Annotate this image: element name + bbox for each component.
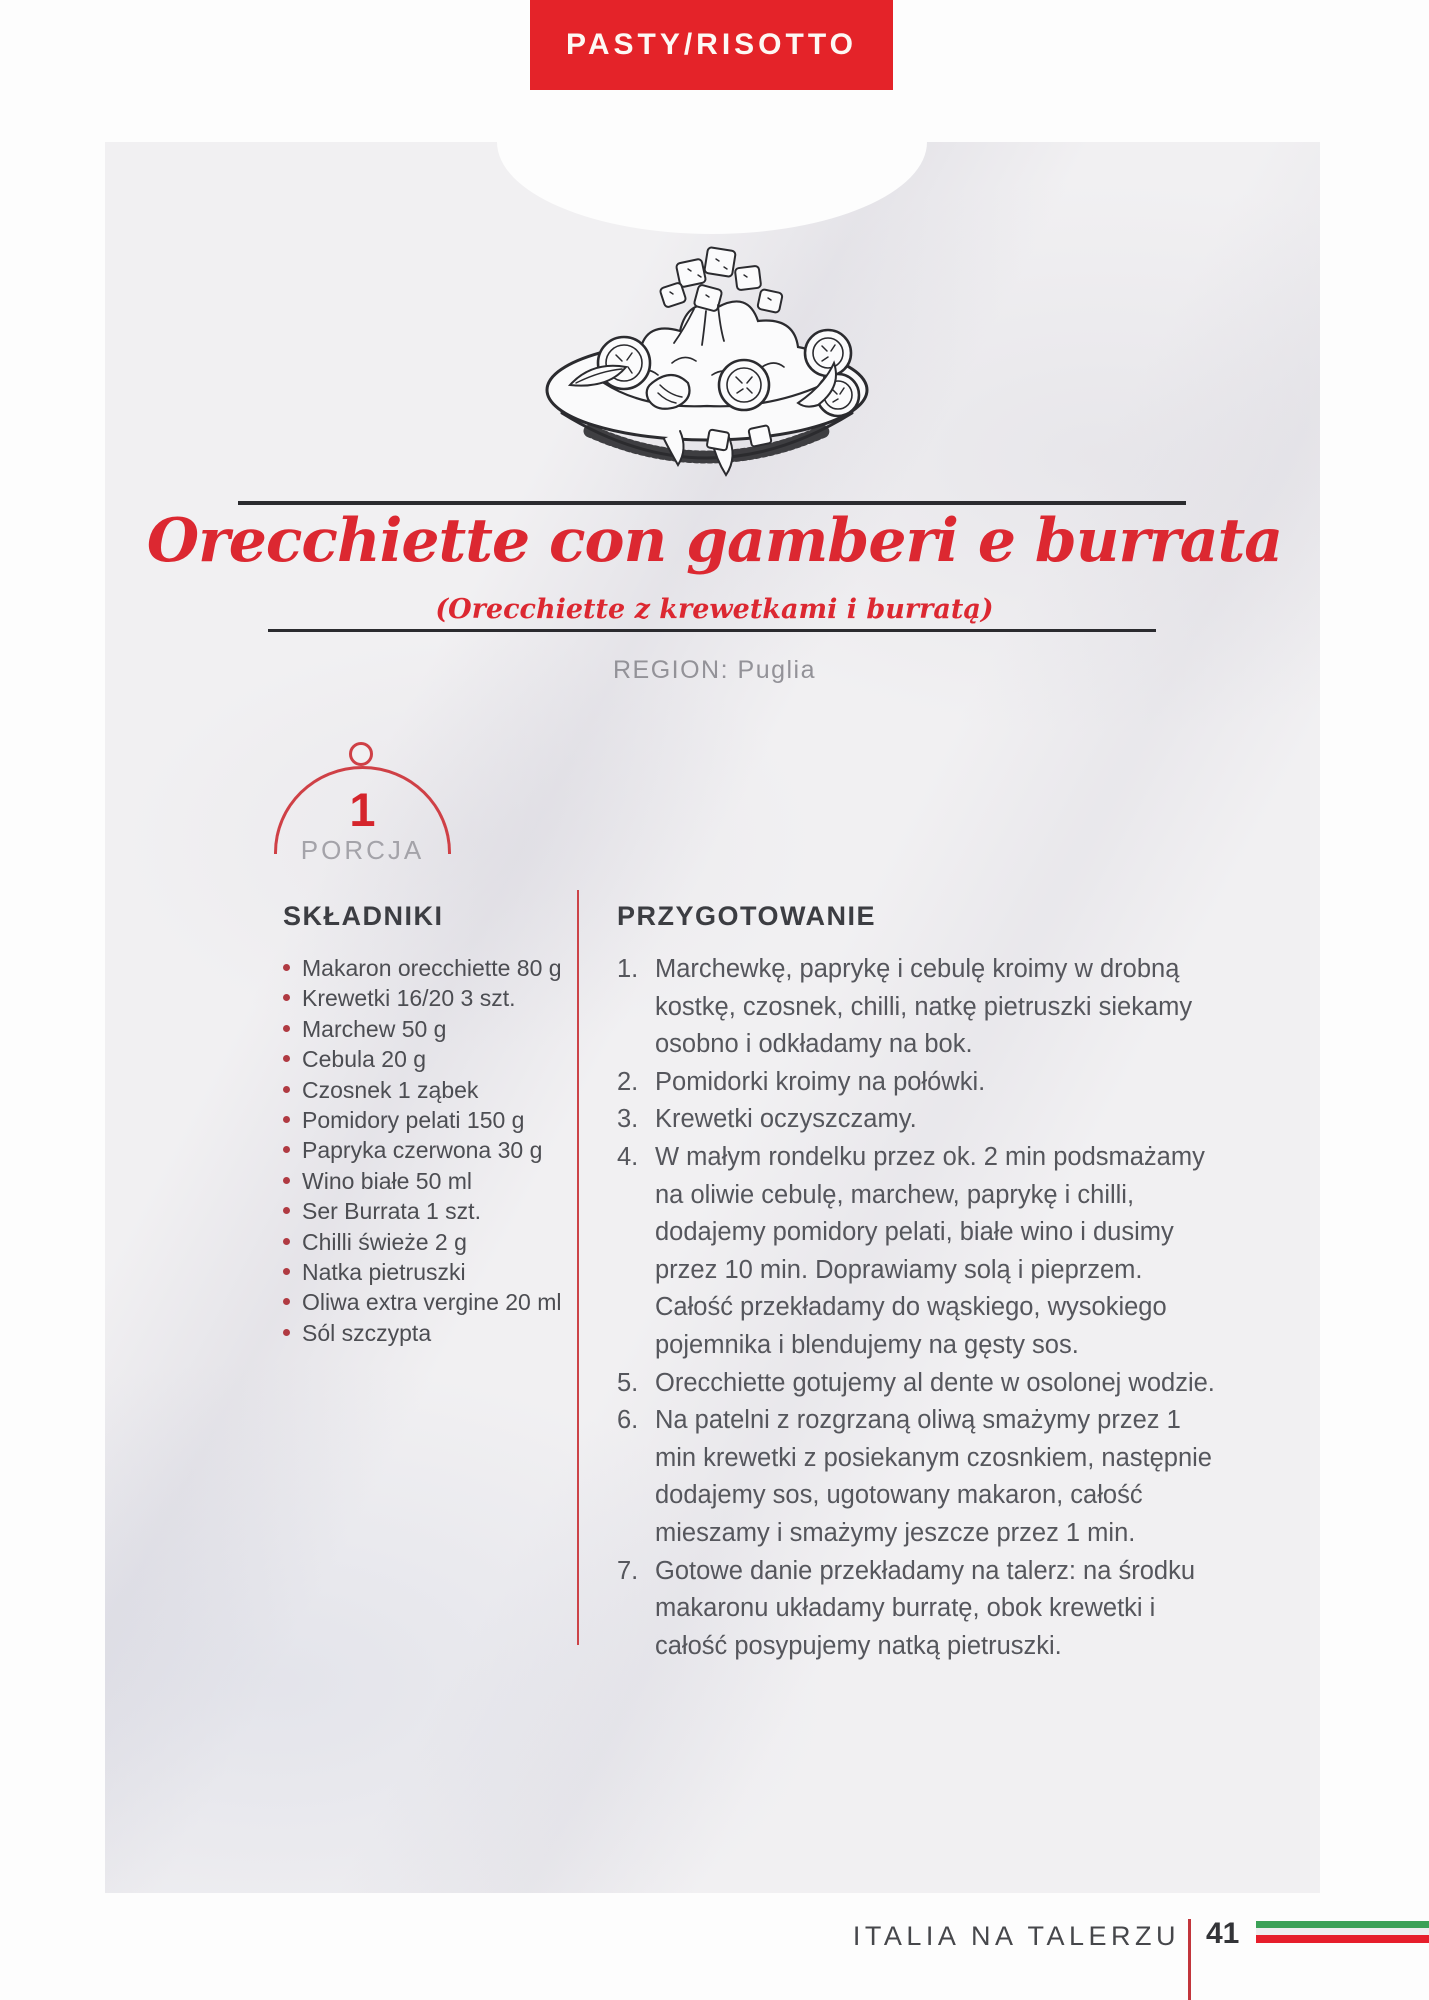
step-number: 7.	[617, 1556, 639, 1585]
ingredient-text: Oliwa extra vergine 20 ml	[302, 1289, 562, 1316]
step-item	[617, 951, 1223, 1064]
page-number: 41	[1206, 1917, 1240, 1950]
list-item	[283, 1075, 562, 1105]
ingredient-text: Marchew 50 g	[302, 1015, 447, 1042]
bullet-icon	[283, 1116, 290, 1123]
bullet-icon	[283, 1177, 290, 1184]
recipe-subtitle: (Orecchiette z krewetkami i burratą)	[435, 594, 994, 625]
bullet-icon	[283, 1268, 290, 1275]
bullet-icon	[283, 994, 290, 1001]
flag-red-stripe	[1256, 1935, 1429, 1943]
step-number: 1.	[617, 955, 639, 983]
ingredients-list	[283, 953, 562, 1348]
step-text: Pomidorki kroimy na połówki.	[655, 1067, 986, 1096]
step-text: Gotowe danie przekładamy na talerz: na środku makaronu układamy burratę, obok krewetki i całość posypujemy natką pietruszki.	[655, 1556, 1196, 1660]
step-number: 3.	[617, 1105, 639, 1134]
bullet-icon	[283, 964, 290, 971]
title-rule-top	[238, 501, 1186, 505]
list-item	[283, 1196, 562, 1226]
italian-flag-stripes-icon	[1256, 1921, 1429, 1943]
step-number: 6.	[617, 1406, 639, 1435]
ingredient-text: Czosnek 1 ząbek	[302, 1076, 479, 1103]
list-item	[283, 1287, 562, 1317]
step-item	[617, 1553, 1223, 1666]
bullet-icon	[283, 1086, 290, 1093]
ingredient-text: Natka pietruszki	[302, 1259, 466, 1286]
step-number: 2.	[617, 1067, 639, 1096]
step-item	[617, 1064, 1223, 1102]
region-label: REGION:	[612, 656, 730, 684]
ingredient-text: Chilli świeże 2 g	[302, 1228, 467, 1255]
list-item	[283, 1257, 562, 1287]
ingredient-text: Makaron orecchiette 80 g	[302, 955, 562, 981]
region-line	[0, 656, 1429, 685]
list-item	[283, 1135, 562, 1165]
step-number: 5.	[617, 1368, 639, 1397]
step-text: W małym rondelku przez ok. 2 min podsmażamy na oliwie cebulę, marchew, paprykę i chilli, dodajemy pomidory pelati, białe wino i dusimy przez 10 min. Doprawiamy solą i pieprzem. Całość przekładamy do wąskiego, wysokiego pojemnika i blendujemy na gęsty sos.	[655, 1142, 1205, 1359]
footer-series-title: ITALIA NA TALERZU	[852, 1921, 1180, 1951]
footer-divider	[1188, 1919, 1191, 2000]
step-item	[617, 1402, 1223, 1552]
ingredient-text: Papryka czerwona 30 g	[302, 1137, 543, 1164]
list-item	[283, 983, 562, 1013]
ingredient-text: Wino białe 50 ml	[302, 1167, 473, 1194]
ingredient-text: Sól szczypta	[302, 1319, 432, 1346]
bullet-icon	[283, 1207, 290, 1214]
preparation-heading: PRZYGOTOWANIE	[617, 901, 877, 931]
flag-green-stripe	[1256, 1921, 1429, 1928]
step-text: Orecchiette gotujemy al dente w osolonej wodzie.	[655, 1368, 1215, 1397]
portion-label: PORCJA	[300, 835, 425, 865]
recipe-title: Orecchiette con gamberi e burrata	[146, 506, 1283, 576]
step-text: Marchewkę, paprykę i cebulę kroimy w drobną kostkę, czosnek, chilli, natkę pietruszki siekamy osobno i odkładamy na bok.	[655, 955, 1193, 1059]
list-item	[283, 1014, 562, 1044]
bullet-icon	[283, 1146, 290, 1153]
list-item	[283, 1105, 562, 1135]
ingredients-heading: SKŁADNIKI	[283, 901, 444, 931]
title-rule-bottom	[268, 629, 1156, 632]
step-item	[617, 1365, 1223, 1403]
column-divider	[577, 890, 579, 1645]
category-tab-label: PASTY/RISOTTO	[566, 28, 857, 61]
portion-count: 1	[349, 783, 376, 836]
bullet-icon	[283, 1329, 290, 1336]
portion-indicator	[272, 742, 453, 865]
bullet-icon	[283, 1055, 290, 1062]
list-item	[283, 1318, 562, 1348]
ingredient-text: Cebula 20 g	[302, 1046, 427, 1073]
list-item	[283, 1227, 562, 1257]
list-item	[283, 1166, 562, 1196]
ingredient-text: Ser Burrata 1 szt.	[302, 1198, 481, 1225]
step-text: Na patelni z rozgrzaną oliwą smażymy przez 1 min krewetki z posiekanym czosnkiem, następnie dodajemy sos, ugotowany makaron, całość mieszamy i smażymy jeszcze przez 1 min.	[655, 1406, 1212, 1547]
cloche-knob-icon	[349, 742, 373, 766]
step-text: Krewetki oczyszczamy.	[655, 1105, 917, 1134]
list-item	[283, 953, 562, 983]
category-tab	[530, 0, 893, 90]
bullet-icon	[283, 1025, 290, 1032]
ingredient-text: Pomidory pelati 150 g	[302, 1107, 525, 1134]
pasta-plate-illustration	[512, 235, 902, 485]
bullet-icon	[283, 1298, 290, 1305]
list-item	[283, 1044, 562, 1074]
region-value: Puglia	[737, 656, 817, 684]
preparation-steps	[617, 951, 1223, 1665]
step-number: 4.	[617, 1142, 639, 1171]
step-item	[617, 1139, 1223, 1365]
bullet-icon	[283, 1238, 290, 1245]
ingredient-text: Krewetki 16/20 3 szt.	[302, 985, 516, 1012]
flag-white-stripe	[1256, 1928, 1429, 1935]
step-item	[617, 1101, 1223, 1139]
